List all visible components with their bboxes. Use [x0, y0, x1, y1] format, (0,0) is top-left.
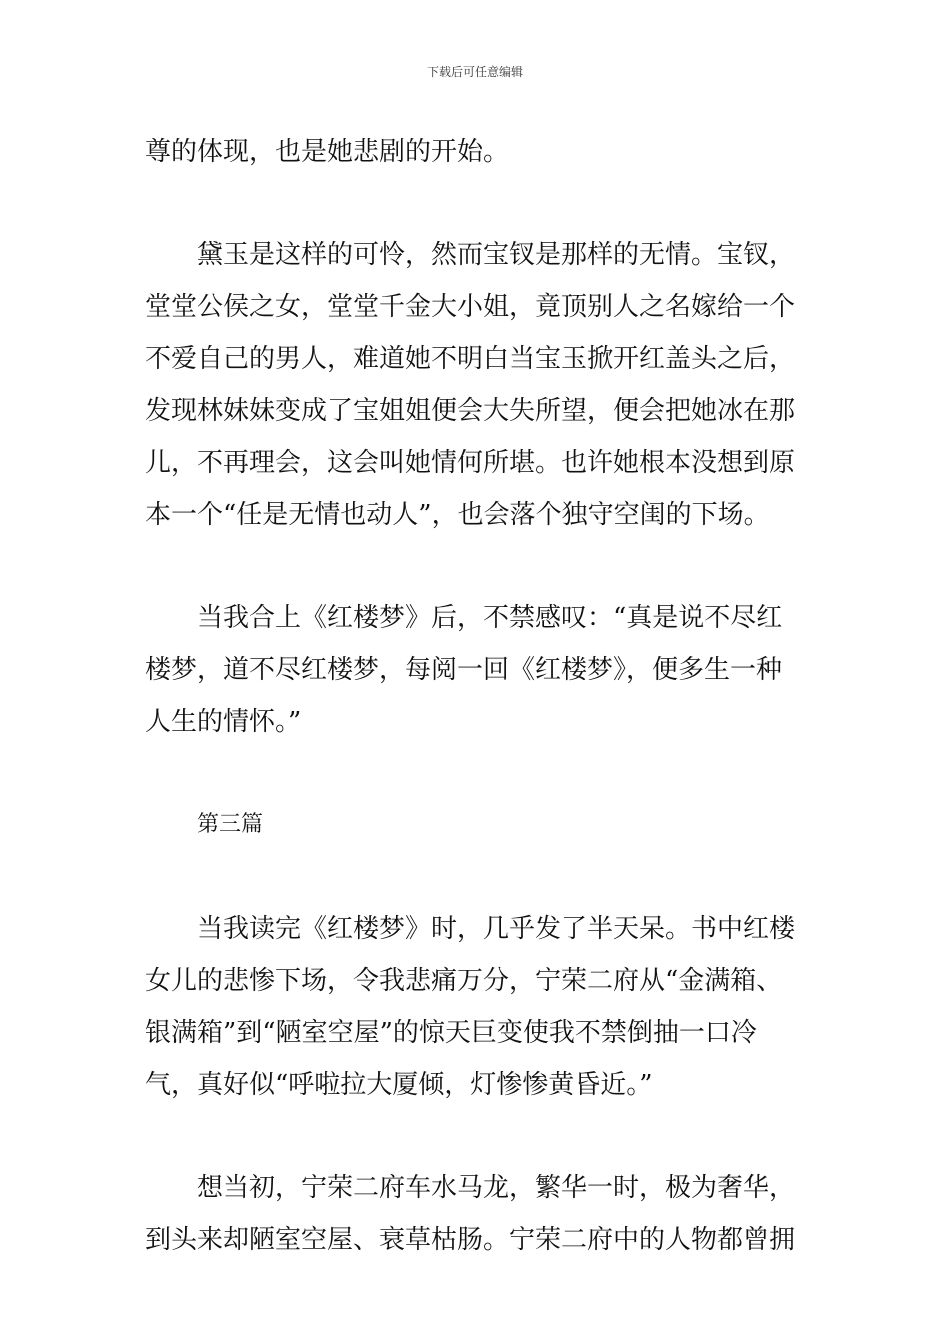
text-line: 到头来却陋室空屋、衰草枯肠。宁荣二府中的人物都曾拥: [145, 1225, 796, 1255]
paragraph-spacer: [145, 178, 810, 229]
paragraph-spacer: [145, 851, 810, 903]
text-line: 当我读完《红楼梦》时，几乎发了半天呆。书中红楼: [197, 914, 796, 944]
page-header-note: 下载后可任意编辑: [426, 65, 523, 79]
text-line: 本一个“任是无情也动人”，也会落个独守空闺的下场。: [145, 500, 770, 530]
text-line: 儿，不再理会，这会叫她情何所堪。也许她根本没想到原: [145, 448, 796, 478]
text-line: 不爱自己的男人，难道她不明白当宝玉掀开红盖头之后，: [145, 344, 796, 374]
section-heading-third: [145, 799, 810, 851]
paragraph-spacer: [145, 1111, 810, 1162]
paragraph-closing-thoughts: [145, 592, 810, 748]
text-line: 当我合上《红楼梦》后，不禁感叹：“真是说不尽红: [197, 603, 783, 633]
text-line: 堂堂公侯之女，堂堂千金大小姐，竟顶别人之名嫁给一个: [145, 292, 796, 322]
text-line: 想当初，宁荣二府车水马龙，繁华一时，极为奢华，: [197, 1173, 796, 1203]
text-line: 黛玉是这样的可怜，然而宝钗是那样的无情。宝钗，: [197, 240, 796, 270]
paragraph-daiyu-baochai: [145, 229, 810, 541]
text-line: 女儿的悲惨下场，令我悲痛万分，宁荣二府从“金满箱、: [145, 966, 783, 996]
text-line: 发现林妹妹变成了宝姐姐便会大失所望，便会把她冰在那: [145, 396, 796, 426]
text-line: 尊的体现，也是她悲剧的开始。: [145, 137, 510, 167]
paragraph-reading-finished: [145, 903, 810, 1111]
text-line: 银满箱”到“陋室空屋”的惊天巨变使我不禁倒抽一口冷: [145, 1018, 757, 1048]
paragraph-spacer: [145, 748, 810, 799]
section-heading: 第三篇: [197, 812, 264, 837]
document-body: [145, 126, 810, 1266]
text-line: 楼梦，道不尽红楼梦，每阅一回《红楼梦》，便多生一种: [145, 655, 783, 685]
paragraph-ningrong-mansions: [145, 1162, 810, 1266]
paragraph-continuation: [145, 126, 810, 178]
paragraph-spacer: [145, 541, 810, 592]
text-line: 气，真好似“呼啦拉大厦倾，灯惨惨黄昏近。”: [145, 1070, 653, 1100]
text-line: 人生的情怀。”: [145, 707, 302, 737]
